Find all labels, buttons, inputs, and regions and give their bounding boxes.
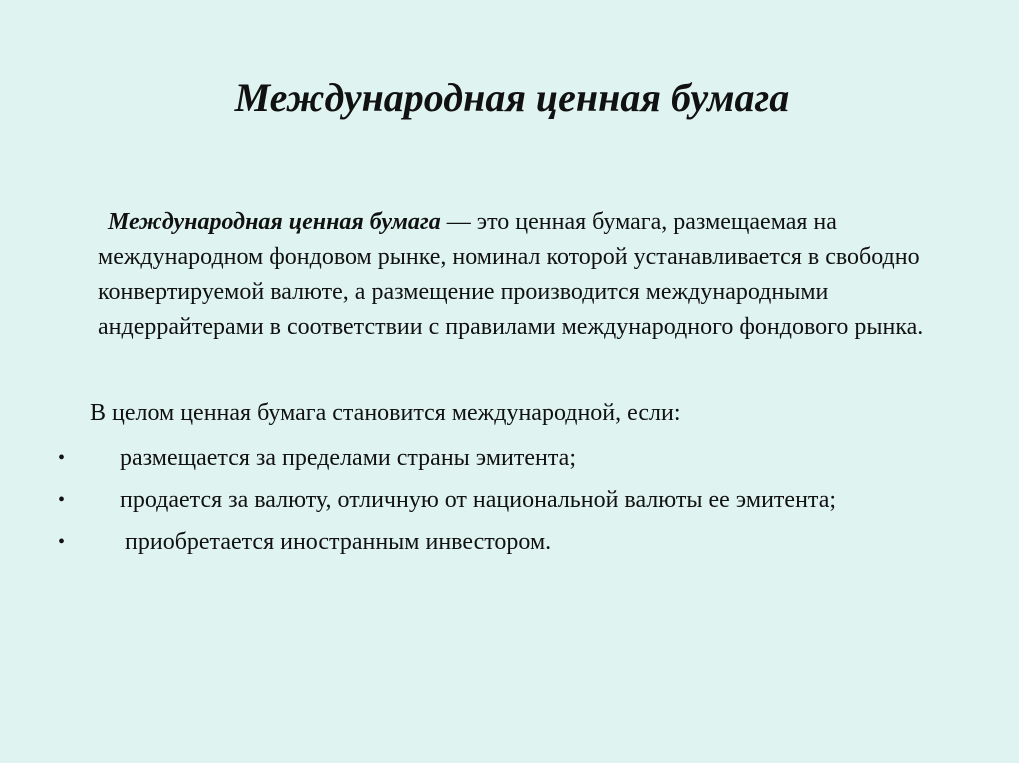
- definition-indent: [98, 209, 108, 235]
- criteria-list: [0, 441, 1000, 567]
- slide-title: Международная ценная бумага: [234, 75, 790, 120]
- definition-paragraph: [98, 205, 958, 345]
- definition-text: — это ценная бумага, размещаемая на международном фондовом рынке, номинал которой устанавливается в свободно конвертируемой валюте, а размещение производится международными андеррайтерами в соответствии с правилами международного фондового рынка.: [98, 209, 924, 340]
- intro-text: В целом ценная бумага становится международной, если:: [90, 400, 681, 426]
- list-item: [0, 525, 1000, 560]
- list-item: [0, 483, 1000, 518]
- definition-term: Международная ценная бумага: [108, 209, 441, 235]
- list-item-text: приобретается иностранным инвестором.: [125, 529, 552, 555]
- bullet-icon: •: [58, 489, 66, 511]
- list-item: [0, 441, 1000, 476]
- list-item-text: продается за валюту, отличную от национальной валюты ее эмитента;: [120, 487, 837, 513]
- bullet-icon: •: [58, 447, 66, 469]
- bullet-icon: •: [58, 531, 66, 553]
- list-item-text: размещается за пределами страны эмитента;: [120, 445, 576, 471]
